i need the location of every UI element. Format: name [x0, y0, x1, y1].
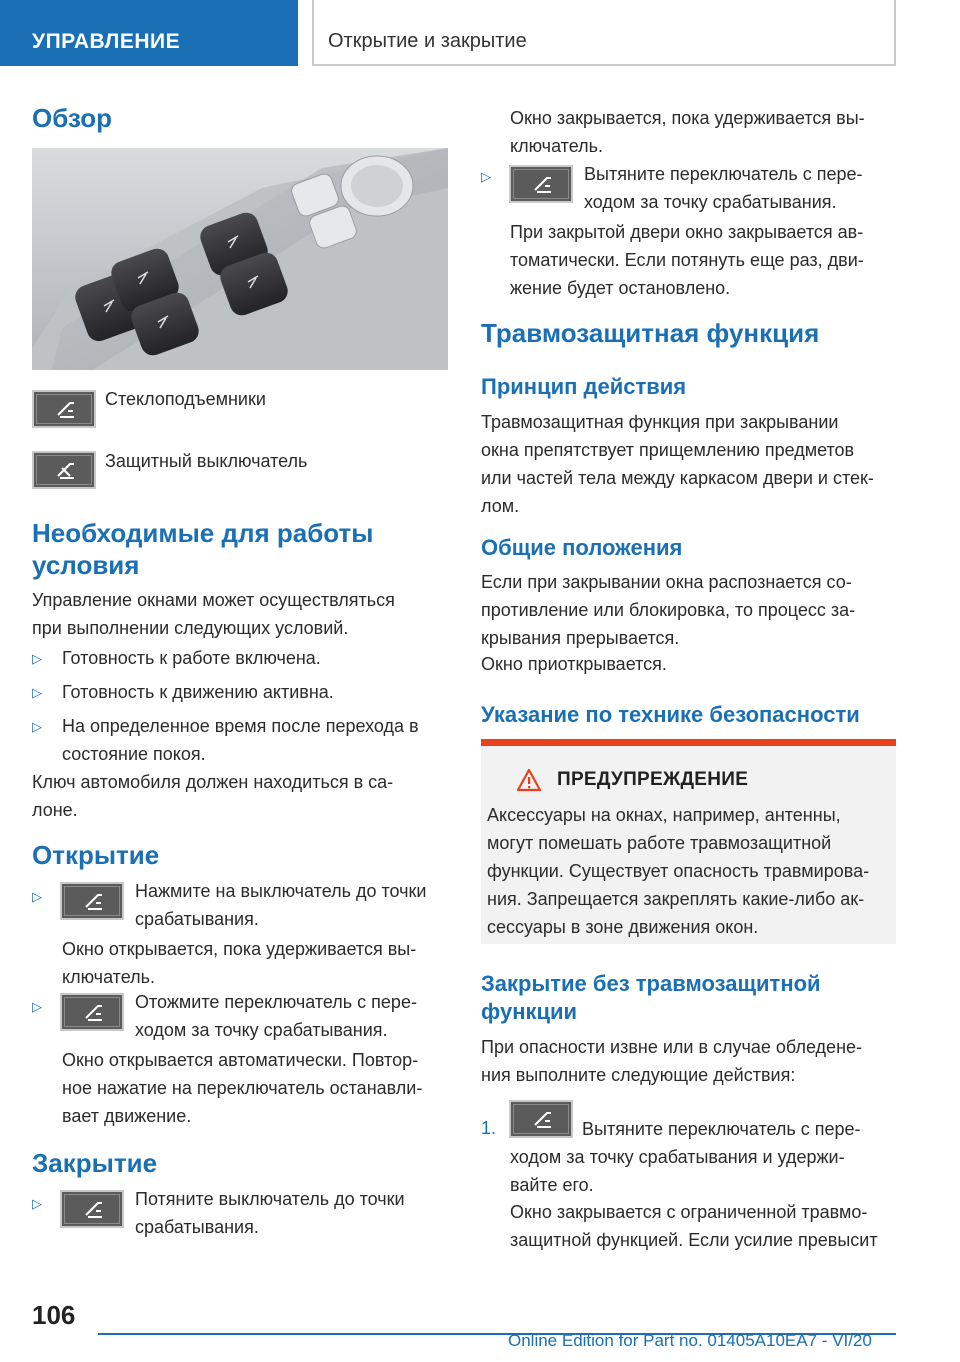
bullet-icon: ▷ [32, 651, 42, 666]
opening-step-2: Отожмите переключатель с пере- ходом за точку срабатывания. [135, 992, 417, 1040]
closing-step-1: Потяните выключатель до точки срабатывания. [135, 1189, 405, 1237]
closing-step-2: Вытяните переключатель с пере- ходом за точку срабатывания. [584, 164, 863, 212]
bullet-icon: ▷ [481, 169, 491, 184]
warning-triangle-icon [516, 768, 542, 792]
general-text: Если при закрывании окна распознается со- противление или блокировка, то процесс за- крывания прерывается. [481, 572, 856, 648]
closing-heading: Закрытие [32, 1148, 158, 1178]
safety-switch-icon [32, 451, 96, 489]
general-heading: Общие положения [481, 535, 683, 560]
antipinch-heading: Травмозащитная функция [481, 318, 820, 348]
window-switch-icon [32, 390, 96, 428]
bullet-icon: ▷ [32, 889, 42, 904]
no-antipinch-step-1-first: Вытяните переключатель с пере- [582, 1119, 861, 1139]
bullet-icon: ▷ [32, 685, 42, 700]
bullet-icon: ▷ [32, 999, 42, 1014]
general-result: Окно приоткрывается. [481, 654, 667, 674]
opening-step-1-result: Окно открывается, пока удерживается вы- ключатель. [62, 939, 417, 987]
no-antipinch-step-1-rest: ходом за точку срабатывания и удержи- вайте его. [510, 1147, 845, 1195]
page-number: 106 [32, 1300, 76, 1330]
chapter-title: Открытие и закрытие [328, 30, 527, 52]
requirements-heading: Необходимые для работы условия [32, 518, 374, 580]
legend-safety-switch: Защитный выключатель [105, 451, 308, 471]
window-switch-photo [32, 148, 448, 370]
switch-press-auto-icon [60, 993, 124, 1031]
requirements-intro: Управление окнами может осуществляться при выполнении следующих условий. [32, 590, 395, 638]
bullet-icon: ▷ [32, 719, 42, 734]
step-number: 1. [481, 1118, 497, 1138]
requirement-item: На определенное время после перехода в состояние покоя. [62, 716, 419, 764]
principle-text: Травмозащитная функция при закрывании окна препятствует прищемлению предметов или частей тела между каркасом двери и стек- лом. [481, 412, 874, 516]
footer-edition: Online Edition for Part no. 01405A10EA7 - VI/20 [508, 1331, 872, 1350]
switch-pull-hold-icon [509, 1100, 573, 1138]
opening-step-1: Нажмите на выключатель до точки срабатывания. [135, 881, 427, 929]
switch-pull-icon [60, 1190, 124, 1228]
closing-step-2-result: При закрытой двери окно закрывается ав- томатически. Если потянуть еще раз, дви- жение будет остановлено. [510, 222, 864, 298]
requirement-item: Готовность к работе включена. [62, 648, 321, 668]
key-note: Ключ автомобиля должен находиться в са- лоне. [32, 772, 394, 820]
opening-step-2-result: Окно открывается автоматически. Повтор- ное нажатие на переключатель останавли- вает движение. [62, 1050, 423, 1126]
requirement-item: Готовность к движению активна. [62, 682, 334, 702]
section-tab [0, 0, 298, 66]
chapter-header [312, 0, 896, 66]
switch-press-icon [60, 882, 124, 920]
bullet-icon: ▷ [32, 1196, 42, 1211]
overview-heading: Обзор [32, 103, 112, 133]
section-title: УПРАВЛЕНИЕ [32, 30, 181, 53]
warning-label: ПРЕДУПРЕЖДЕНИЕ [557, 769, 749, 790]
opening-heading: Открытие [32, 840, 160, 870]
closing-step-1-result: Окно закрывается, пока удерживается вы- ключатель. [510, 108, 865, 156]
warning-text: Аксессуары на окнах, например, антенны, могут помешать работе травмозащитной функции. Существует опасность травмирова- ния. Запрещается закреплять какие-либо ак- сессуары в зоне движения окон. [487, 805, 870, 937]
safety-heading: Указание по технике безопасности [481, 702, 860, 727]
warning-box [481, 739, 896, 944]
no-antipinch-result: Окно закрывается с ограниченной травмо- защитной функцией. Если усилие превысит [510, 1202, 878, 1250]
principle-heading: Принцип действия [481, 374, 687, 399]
legend-window-lifters: Стеклоподъемники [105, 389, 266, 409]
no-antipinch-heading: Закрытие без травмозащитной функции [481, 971, 821, 1024]
switch-pull-auto-icon [509, 165, 573, 203]
no-antipinch-intro: При опасности извне или в случае обледене- ния выполните следующие действия: [481, 1037, 863, 1085]
